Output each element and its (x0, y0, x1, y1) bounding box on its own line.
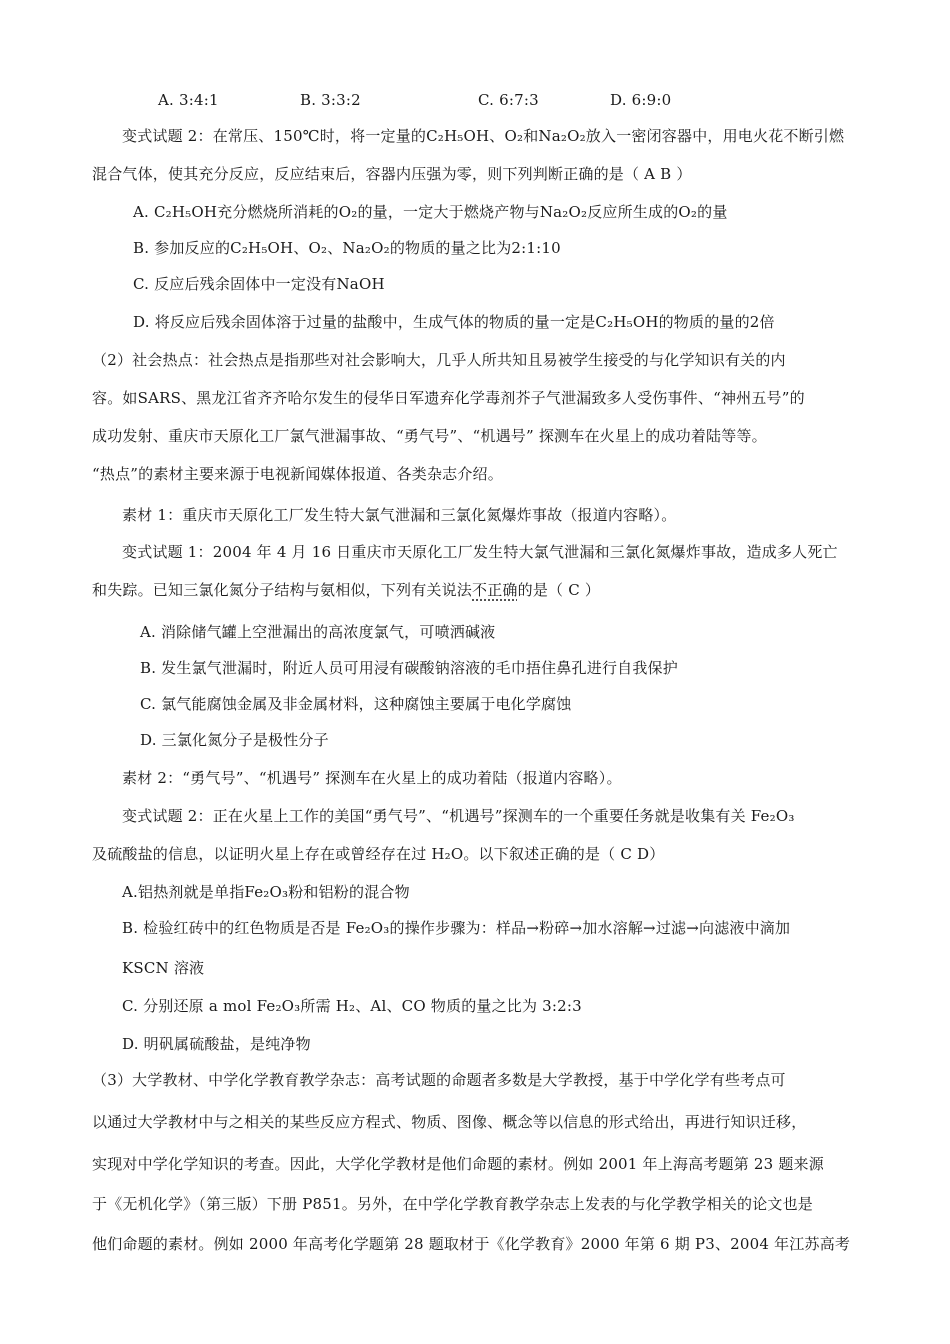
paragraph-line: 成功发射、重庆市天原化工厂氯气泄漏事故、“勇气号”、“机遇号” 探测车在火星上的成功着陆等等。 (92, 427, 767, 445)
paragraph-line: （3）大学教材、中学化学教育教学杂志：高考试题的命题者多数是大学教授，基于中学化学有些考点可 (92, 1071, 786, 1089)
question-text: 变式试题 1：2004 年 4 月 16 日重庆市天原化工厂发生特大氯气泄漏和三氯化氮爆炸事故，造成多人死亡 (122, 543, 838, 561)
option-b-continued: KSCN 溶液 (122, 959, 205, 977)
option-d: D. 将反应后残余固体溶于过量的盐酸中，生成气体的物质的量一定是C₂H₅OH的物质的量的2倍 (133, 313, 775, 331)
paragraph-line: “热点”的素材主要来源于电视新闻媒体报道、各类杂志介绍。 (92, 465, 503, 483)
question-text: 混合气体，使其充分反应，反应结束后，容器内压强为零，则下列判断正确的是（ A B ） (92, 165, 692, 183)
question-text (92, 580, 600, 600)
option-c: C. 反应后残余固体中一定没有NaOH (133, 275, 385, 293)
material-1: 素材 1：重庆市天原化工厂发生特大氯气泄漏和三氯化氮爆炸事故（报道内容略）。 (122, 506, 677, 524)
choice-a: A. 3:4:1 (158, 91, 219, 109)
paragraph-line: 于《无机化学》（第三版）下册 P851。另外，在中学化学教育教学杂志上发表的与化学教学相关的论文也是 (92, 1195, 813, 1213)
material-2: 素材 2：“勇气号”、“机遇号” 探测车在火星上的成功着陆（报道内容略）。 (122, 769, 622, 787)
option-c: C. 分别还原 a mol Fe₂O₃所需 H₂、Al、CO 物质的量之比为 3:2:3 (122, 997, 582, 1015)
option-b: B. 检验红砖中的红色物质是否是 Fe₂O₃的操作步骤为：样品→粉碎→加水溶解→过滤→向滤液中滴加 (122, 919, 791, 937)
question-text: 变式试题 2：在常压、150℃时，将一定量的C₂H₅OH、O₂和Na₂O₂放入一密闭容器中，用电火花不断引燃 (122, 127, 845, 145)
option-a: A. C₂H₅OH充分燃烧所消耗的O₂的量，一定大于燃烧产物与Na₂O₂反应所生成的O₂的量 (133, 203, 728, 221)
question-text-part: 和失踪。已知三氯化氮分子结构与氨相似，下列有关说法 (92, 581, 473, 599)
paragraph-line: 容。如SARS、黑龙江省齐齐哈尔发生的侵华日军遗弃化学毒剂芥子气泄漏致多人受伤事件、“神州五号”的 (92, 389, 805, 407)
option-a: A. 消除储气罐上空泄漏出的高浓度氯气，可喷洒碱液 (140, 623, 496, 641)
paragraph-line: （2）社会热点：社会热点是指那些对社会影响大，几乎人所共知且易被学生接受的与化学知识有关的内 (92, 351, 786, 369)
option-d: D. 三氯化氮分子是极性分子 (140, 731, 329, 749)
option-c: C. 氯气能腐蚀金属及非金属材料，这种腐蚀主要属于电化学腐蚀 (140, 695, 572, 713)
question-text: 变式试题 2：正在火星上工作的美国“勇气号”、“机遇号”探测车的一个重要任务就是收集有关 Fe₂O₃ (122, 807, 795, 825)
choice-b: B. 3:3:2 (300, 91, 361, 109)
paragraph-line: 实现对中学化学知识的考查。因此，大学化学教材是他们命题的素材。例如 2001 年上海高考题第 23 题来源 (92, 1155, 824, 1173)
paragraph-line: 他们命题的素材。例如 2000 年高考化学题第 28 题取材于《化学教育》2000 年第 6 期 P3、2004 年江苏高考 (92, 1235, 851, 1253)
question-text-part: 的是（ C ） (517, 581, 601, 599)
question-text: 及硫酸盐的信息，以证明火星上存在或曾经存在过 H₂O。以下叙述正确的是（ C D） (92, 845, 665, 863)
paragraph-line: 以通过大学教材中与之相关的某些反应方程式、物质、图像、概念等以信息的形式给出，再进行知识迁移， (92, 1113, 807, 1131)
choice-d: D. 6:9:0 (610, 91, 672, 109)
choice-c: C. 6:7:3 (478, 91, 539, 109)
emphasis-text: 不正确 (472, 581, 518, 599)
option-d: D. 明矾属硫酸盐，是纯净物 (122, 1035, 311, 1053)
option-a: A.铝热剂就是单指Fe₂O₃粉和铝粉的混合物 (122, 883, 410, 901)
option-b: B. 参加反应的C₂H₅OH、O₂、Na₂O₂的物质的量之比为2:1:10 (133, 239, 561, 257)
option-b: B. 发生氯气泄漏时，附近人员可用浸有碳酸钠溶液的毛巾捂住鼻孔进行自我保护 (140, 659, 678, 677)
answer-choices-row (158, 90, 858, 110)
